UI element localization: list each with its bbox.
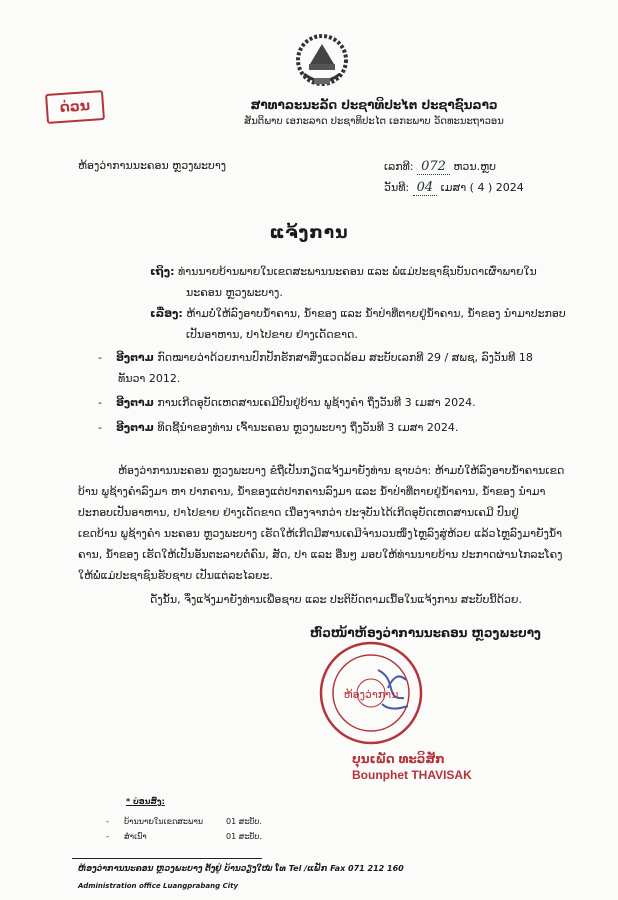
reference-number xyxy=(384,159,496,174)
distribution-item: - ສຳເນົາ xyxy=(106,832,147,841)
ref-number: 072 xyxy=(417,159,450,175)
subject-label: ເລື່ອງ: xyxy=(150,307,183,320)
ref-label: ເລກທີ: xyxy=(384,160,414,173)
subject-block xyxy=(150,304,566,323)
footer-divider xyxy=(72,858,262,859)
header-motto: ສັນຕິພາບ ເອກະລາດ ປະຊາທິປະໄຕ ເອກະພາບ ວັດທະນະຖາວອນ xyxy=(244,116,504,127)
closing-text: ດັ່ງນັ້ນ, ຈຶ່ງແຈ້ງມາຍັງທ່ານເພື່ອຊາບ ແລະ ປະຕິບັດຕາມເນື້ອໃນແຈ້ງການ ສະບັບນີ້ດ້ວຍ. xyxy=(150,593,522,606)
distribution-label: * ບ່ອນສົ່ງ: xyxy=(126,797,165,806)
document-date xyxy=(384,180,524,195)
body-line: ບ້ານ ພູຊ້າງຄຳລົງມາ ຫາ ປາກຄານ, ນ້ຳຂອງແຕ່ປາກຄານລົງມາ ແລະ ນ້ຳປ່າທີ່ຕາຍຢູ່ນ້ຳຄານ, ນ້ຳຂອງ ນຳມາ xyxy=(78,485,546,498)
urgent-stamp: ດ່ວນ xyxy=(45,90,105,124)
distribution-item-name: ສຳເນົາ xyxy=(124,832,147,841)
national-emblem xyxy=(294,30,350,92)
distribution-item-name: ບ້ານນາຍໃນເຂດສະພານ xyxy=(124,817,204,826)
reference-text: ການເກີດອຸບັດເຫດສານເຄມີປົນຢູ່ບ້ານ ພູຊ້າງຄຳ ຖຶ່ງວັນທີ 3 ເມສາ 2024. xyxy=(157,396,476,409)
distribution-item-qty: 01 ສະບັບ. xyxy=(226,817,262,826)
subject-text: ຫ້າມບໍ່ໃຫ້ລົງອາບນ້ຳຄານ, ນ້ຳຂອງ ແລະ ນ້ຳປ່າທີ່ຕາຍຢູ່ນ້ຳຄານ, ນ້ຳຂອງ ນຳມາປະກອບ xyxy=(186,307,566,320)
distribution-item: - ບ້ານນາຍໃນເຂດສະພານ xyxy=(106,817,204,826)
body-line: ເຂດບ້ານ ພູຊ້າງຄຳ ນະຄອນ ຫຼວງພະບາງ ເຮັດໃຫ້ເກີດມີສານເຄມີຈຳນວນໜຶ່ງໄຫຼລົງສູ່ຫ້ວຍ ແລ້ວໄຫຼລົງມາຍັງນ້ຳ xyxy=(78,527,563,540)
stamp-text: ຫ້ອງວ່າການ xyxy=(343,688,399,701)
signatory-title: ຫົວໜ້າຫ້ອງວ່າການນະຄອນ ຫຼວງພະບາງ xyxy=(310,626,541,640)
date-label: ວັນທີ: xyxy=(384,181,410,194)
ref-suffix: ຫວນ.ຫຼບ xyxy=(453,160,496,173)
body-line: ປະກອບເປັນອາຫານ, ປາໄປຂາຍ ຢ່າງເດັດຂາດ ເນື່ອງຈາກວ່າ ປະຈຸບັນໄດ້ເກີດອຸບັດເຫດສານເຄມີ ປົນຢູ່ xyxy=(78,506,519,519)
reference-text: ກົດໝາຍວ່າດ້ວຍການປົກປັກຮັກສາສິ່ງແວດລ້ອມ ສະບັບເລກທີ 29 / ສພຊ, ລົງວັນທີ 18 xyxy=(157,351,533,364)
reference-label: ອີງຕາມ xyxy=(115,351,154,364)
reference-label: ອີງຕາມ xyxy=(115,396,154,409)
issuing-office: ຫ້ອງວ່າການນະຄອນ ຫຼວງພະບາງ xyxy=(78,159,227,172)
footer-contact: ຫ້ອງວ່າການນະຄອນ ຫຼວງພະບາງ ຕັ້ງຢູ່ ບ້ານວຽງໃໝ່ ໂທ Tel /ແຟັກ Fax 071 212 160 xyxy=(78,864,404,873)
header-country: ສາທາລະນະລັດ ປະຊາທິປະໄຕ ປະຊາຊົນລາວ xyxy=(250,98,498,112)
reference-item: - ອີງຕາມ ການເກີດອຸບັດເຫດສານເຄມີປົນຢູ່ບ້ານ ພູຊ້າງຄຳ ຖຶ່ງວັນທີ 3 ເມສາ 2024. xyxy=(98,396,476,409)
footer-office-english: Administration office Luangprabang City xyxy=(78,882,239,890)
date-day: 04 xyxy=(413,180,438,196)
date-month: ເມສາ ( 4 ) 2024 xyxy=(440,181,524,194)
distribution-item-qty: 01 ສະບັບ. xyxy=(226,832,262,841)
to-text: ທ່ານນາຍບ້ານພາຍໃນເຂດສະພານນະຄອນ ແລະ ພໍ່ແມ່ປະຊາຊົນບັນດາເຜົ່າພາຍໃນ xyxy=(178,265,537,278)
to-label: ເຖິງ: xyxy=(150,265,175,278)
reference-text-2: ທັນວາ 2012. xyxy=(118,372,181,385)
reference-item: - ອີງຕາມ ທິດຊີ້ນຳຂອງທ່ານ ເຈົ້ານະຄອນ ຫຼວງພະບາງ ຖຶ່ງວັນທີ 3 ເມສາ 2024. xyxy=(98,421,459,434)
signatory-name-lao: ບຸນເພັດ ທະວິສັກ xyxy=(352,752,445,766)
signatory-name-latin: Bounphet THAVISAK xyxy=(352,768,472,782)
body-line: ໃຫ້ພໍ່ແມ່ປະຊາຊົນຮັບຊາບ ເປັນແຕ່ລະໄລຍະ. xyxy=(78,569,273,582)
to-text-2: ນະຄອນ ຫຼວງພະບາງ. xyxy=(186,286,283,299)
body-line: ຄານ, ນ້ຳຂອງ ເຮັດໃຫ້ເປັນອັນຕະລາຍຕໍ່ຄົນ, ສັດ, ປາ ແລະ ອື່ນໆ ມອບໃຫ້ທ່ານນາຍບ້ານ ປະກາດຜ່ານໄກລະໂຄງ xyxy=(78,548,563,561)
subject-text-2: ເປັນອາຫານ, ປາໄປຂາຍ ຢ່າງເດັດຂາດ. xyxy=(186,328,358,341)
reference-label: ອີງຕາມ xyxy=(115,421,154,434)
to-block xyxy=(150,262,537,281)
official-stamp xyxy=(318,640,424,746)
document-title: ແຈ້ງການ xyxy=(269,223,349,243)
reference-item: - ອີງຕາມ ກົດໝາຍວ່າດ້ວຍການປົກປັກຮັກສາສິ່ງແວດລ້ອມ ສະບັບເລກທີ 29 / ສພຊ, ລົງວັນທີ 18 xyxy=(98,351,533,364)
reference-text: ທິດຊີ້ນຳຂອງທ່ານ ເຈົ້ານະຄອນ ຫຼວງພະບາງ ຖຶ່ງວັນທີ 3 ເມສາ 2024. xyxy=(157,421,459,434)
body-line: ຫ້ອງວ່າການນະຄອນ ຫຼວງພະບາງ ຂໍຖືເປັນກຽດແຈ້ງມາຍັງທ່ານ ຊາບວ່າ: ຫ້າມບໍ່ໃຫ້ລົງອາບນ້ຳຄານເຂດ xyxy=(118,464,565,477)
